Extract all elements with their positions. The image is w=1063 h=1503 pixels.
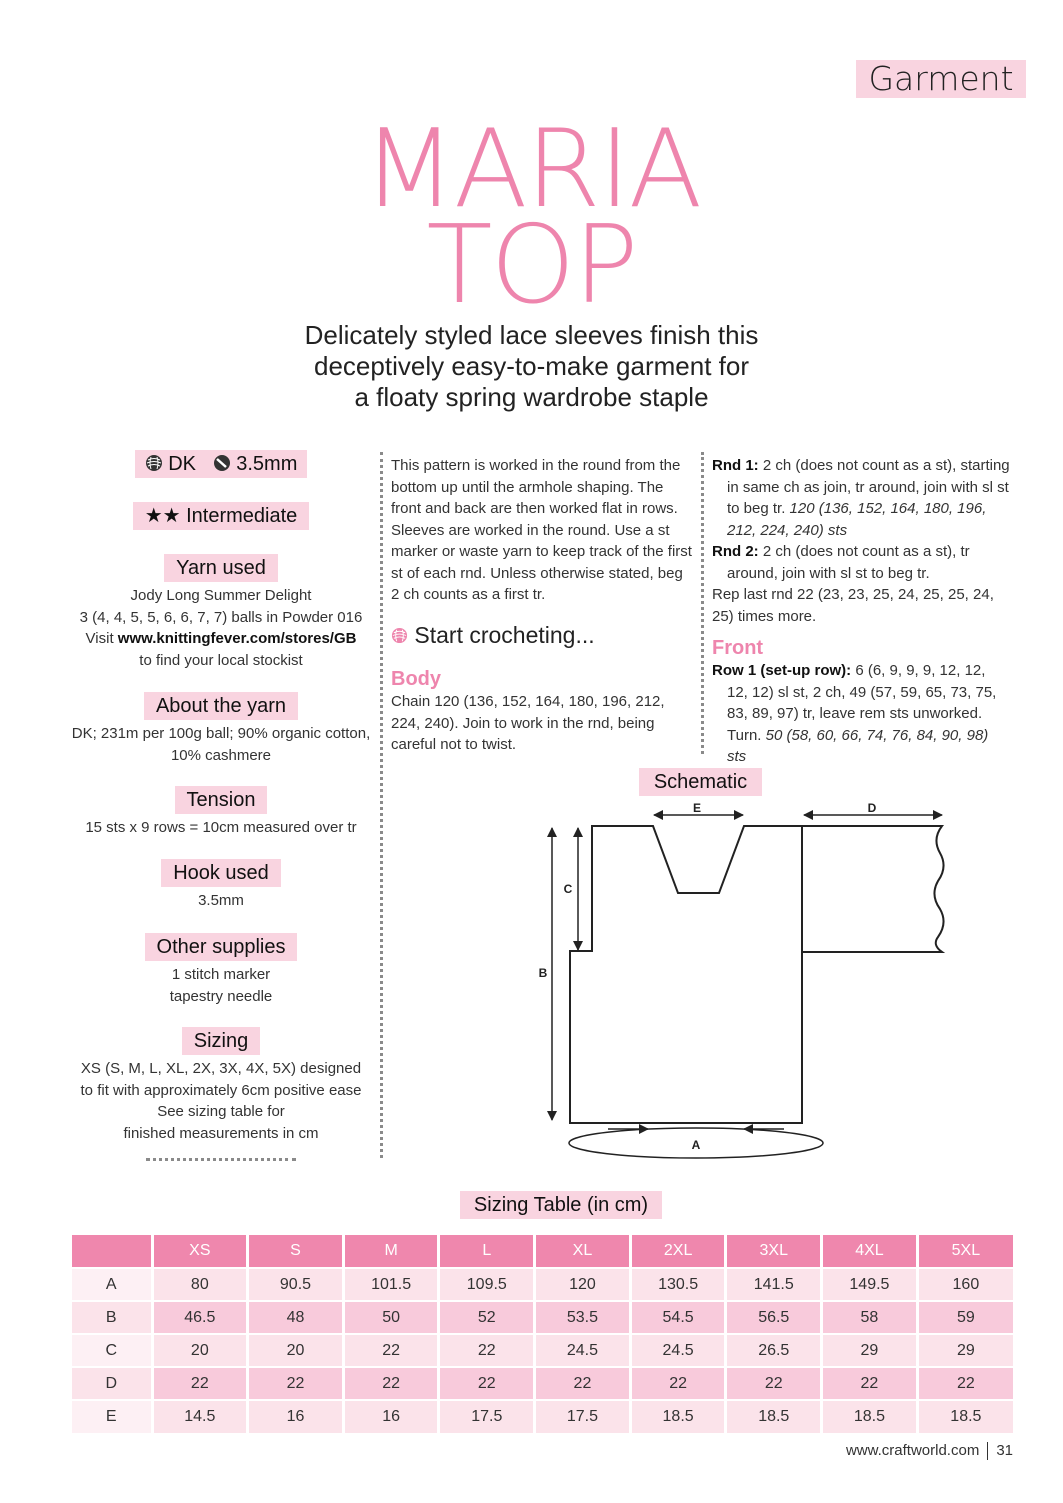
table-row (72, 1301, 1013, 1334)
table-cell: 18.5 (630, 1400, 726, 1433)
table-cell: 58 (822, 1301, 918, 1334)
table-cell: 17.5 (439, 1400, 535, 1433)
table-cell: 22 (343, 1334, 439, 1367)
supply-item: tapestry needle (169, 987, 273, 1005)
body-section (391, 667, 696, 756)
body-text: Chain 120 (136, 152, 164, 180, 196, 212, 224, 240). Join to work in the rnd, being careful not to twist. (391, 693, 665, 753)
standfirst (0, 320, 1063, 413)
tension-text: 15 sts x 9 rows = 10cm measured over tr (85, 819, 357, 836)
rnd-1-label: Rnd 1: (712, 457, 759, 474)
table-cell: 22 (248, 1367, 344, 1400)
front-heading: Front (712, 637, 764, 659)
standfirst-line: deceptively easy-to-make garment for (314, 351, 749, 381)
hook-used-heading: Hook used (161, 859, 281, 887)
section-tag: Garment (856, 60, 1026, 98)
table-row (72, 1400, 1013, 1433)
supply-item: 1 stitch marker (171, 966, 271, 983)
footer-url[interactable]: www.craftworld.com (845, 1442, 980, 1459)
table-cell: 101.5 (343, 1268, 439, 1301)
rnd-2-text: 2 ch (does not count as a st), tr around, join with sl st to beg tr. (727, 543, 970, 582)
table-cell: 16 (343, 1400, 439, 1433)
spec-badge (62, 450, 380, 478)
table-row (72, 1334, 1013, 1367)
rnd-2-label: Rnd 2: (712, 543, 759, 560)
tension-heading: Tension (175, 786, 268, 814)
table-cell: 16 (248, 1400, 344, 1433)
table-cell: 130.5 (630, 1268, 726, 1301)
table-cell: 46.5 (152, 1301, 248, 1334)
stockist-suffix: to find your local stockist (139, 651, 303, 669)
start-heading-text: Start crocheting... (414, 622, 595, 648)
yarn-used-section (62, 554, 380, 671)
divider (701, 452, 704, 754)
sizing-table (72, 1235, 1013, 1433)
table-cell: 80 (152, 1268, 248, 1301)
table-cell: 24.5 (630, 1334, 726, 1367)
table-cell: 160 (917, 1268, 1013, 1301)
column-header: 2XL (630, 1235, 726, 1268)
label-b: B (538, 966, 548, 980)
rounds-section (712, 455, 1010, 768)
table-cell: 50 (343, 1301, 439, 1334)
difficulty-level: Intermediate (186, 505, 298, 527)
table-cell: 29 (822, 1334, 918, 1367)
intro-text: This pattern is worked in the round from the bottom up until the armhole shaping. The front and back are then worked flat in rows. Sleeves are worked in the round. Use a st marker or waste yarn to keep track of the first st of each rnd. Unless otherwise stated, beg 2 ch counts as a first tr. (391, 457, 692, 603)
table-cell: 22 (535, 1367, 631, 1400)
table-cell: 141.5 (726, 1268, 822, 1301)
hook-size: 3.5mm (236, 453, 298, 475)
table-cell: 22 (152, 1367, 248, 1400)
other-supplies-section (62, 933, 380, 1007)
about-yarn-section (62, 692, 380, 766)
standfirst-line: Delicately styled lace sleeves finish this (304, 320, 759, 350)
row-label: A (72, 1268, 152, 1301)
yarn-name: Jody Long Summer Delight (130, 587, 312, 604)
table-cell: 120 (535, 1268, 631, 1301)
column-header: 5XL (917, 1235, 1013, 1268)
repeat-text: Rep last rnd 22 (23, 23, 25, 24, 25, 25, 24, 25) times more. (712, 586, 994, 625)
table-cell: 22 (726, 1367, 822, 1400)
table-cell: 90.5 (248, 1268, 344, 1301)
tension-section (62, 786, 380, 839)
hook-icon (213, 454, 231, 472)
difficulty-badge (62, 502, 380, 530)
column-header: XL (535, 1235, 631, 1268)
title-line-2: TOP (426, 203, 637, 328)
table-cell: 22 (917, 1367, 1013, 1400)
yarn-used-heading: Yarn used (164, 554, 278, 582)
table-cell: 18.5 (726, 1400, 822, 1433)
schematic-diagram (530, 795, 960, 1170)
column-header (72, 1235, 152, 1268)
sizing-table-heading: Sizing Table (in cm) (460, 1191, 662, 1219)
sizing-text: XS (S, M, L, XL, 2X, 3X, 4X, 5X) designed (80, 1060, 362, 1077)
front-row-1 (712, 660, 1010, 768)
yarn-quantity: 3 (4, 4, 5, 5, 6, 6, 7, 7) balls in Powder 016 (79, 608, 363, 626)
column-header: L (439, 1235, 535, 1268)
divider (146, 1158, 296, 1161)
rnd-1-text: 2 ch (does not count as a st), starting in same ch as join, tr around, join with sl st to beg tr. (727, 457, 1010, 517)
about-yarn-text-2: 10% cashmere (170, 746, 272, 764)
table-cell: 54.5 (630, 1301, 726, 1334)
yarn-weight: DK (168, 453, 196, 475)
table-cell: 22 (822, 1367, 918, 1400)
other-supplies-heading: Other supplies (145, 933, 298, 961)
row-label: C (72, 1334, 152, 1367)
table-row (72, 1268, 1013, 1301)
sizing-text: See sizing table for (157, 1103, 285, 1120)
column-header: M (343, 1235, 439, 1268)
sizing-text: finished measurements in cm (123, 1124, 319, 1142)
rnd-1 (712, 455, 1010, 541)
about-yarn-heading: About the yarn (144, 692, 298, 720)
table-cell: 18.5 (917, 1400, 1013, 1433)
rnd-1-count: 120 (136, 152, 164, 180, 196, 212, 224, 240) sts (727, 500, 987, 539)
table-cell: 29 (917, 1334, 1013, 1367)
table-cell: 26.5 (726, 1334, 822, 1367)
front-row-1-count: 50 (58, 60, 66, 74, 76, 84, 90, 98) sts (727, 726, 989, 765)
yarn-ball-icon (145, 454, 163, 472)
divider (380, 452, 383, 1158)
schematic-heading: Schematic (639, 768, 762, 796)
rnd-2 (712, 541, 1010, 584)
sizing-text: to fit with approximately 6cm positive ease (80, 1081, 362, 1099)
page-footer (846, 1442, 1013, 1460)
label-e: E (692, 801, 702, 815)
column-header: 4XL (822, 1235, 918, 1268)
label-a: A (691, 1138, 701, 1152)
table-cell: 22 (343, 1367, 439, 1400)
stockist-line (62, 628, 380, 650)
table-cell: 20 (152, 1334, 248, 1367)
table-cell: 22 (439, 1367, 535, 1400)
table-cell: 18.5 (822, 1400, 918, 1433)
hook-used-section (62, 859, 380, 912)
table-cell: 14.5 (152, 1400, 248, 1433)
table-cell: 22 (439, 1334, 535, 1367)
table-cell: 22 (630, 1367, 726, 1400)
table-cell: 20 (248, 1334, 344, 1367)
table-cell: 109.5 (439, 1268, 535, 1301)
sleeve-outline (802, 826, 944, 952)
standfirst-line: a floaty spring wardrobe staple (354, 382, 709, 412)
row-label: D (72, 1367, 152, 1400)
body-heading: Body (391, 668, 441, 690)
table-cell: 59 (917, 1301, 1013, 1334)
start-heading (391, 620, 595, 650)
table-cell: 149.5 (822, 1268, 918, 1301)
front-row-1-text: 6 (6, 9, 9, 9, 12, 12, 12, 12) sl st, 2 ch, 49 (57, 59, 65, 73, 75, 83, 89, 97) tr, leave rem sts unworked. Turn. (727, 662, 997, 744)
label-c: C (563, 882, 573, 896)
table-cell: 52 (439, 1301, 535, 1334)
column-header: 3XL (726, 1235, 822, 1268)
sizing-heading: Sizing (182, 1027, 260, 1055)
label-d: D (867, 801, 877, 815)
yarn-ball-icon (391, 627, 408, 644)
row-label: E (72, 1400, 152, 1433)
sizing-section (62, 1027, 380, 1144)
table-cell: 24.5 (535, 1334, 631, 1367)
body-outline (570, 826, 802, 1123)
table-row (72, 1367, 1013, 1400)
table-cell: 56.5 (726, 1301, 822, 1334)
table-cell: 48 (248, 1301, 344, 1334)
front-row-1-label: Row 1 (set-up row): (712, 662, 852, 679)
page-number: 31 (996, 1442, 1013, 1459)
stockist-link[interactable]: www.knittingfever.com/stores/GB (117, 630, 357, 647)
about-yarn-text: DK; 231m per 100g ball; 90% organic cotton, (71, 725, 371, 742)
row-label: B (72, 1301, 152, 1334)
hook-used-text: 3.5mm (198, 892, 244, 909)
title-line-1: MARIA (362, 107, 701, 232)
column-header: S (248, 1235, 344, 1268)
table-cell: 53.5 (535, 1301, 631, 1334)
table-header-row (72, 1235, 1013, 1268)
difficulty-stars: ★★ (144, 505, 181, 527)
stockist-prefix: Visit (85, 630, 118, 647)
column-header: XS (152, 1235, 248, 1268)
footer-separator (987, 1442, 988, 1460)
table-cell: 17.5 (535, 1400, 631, 1433)
